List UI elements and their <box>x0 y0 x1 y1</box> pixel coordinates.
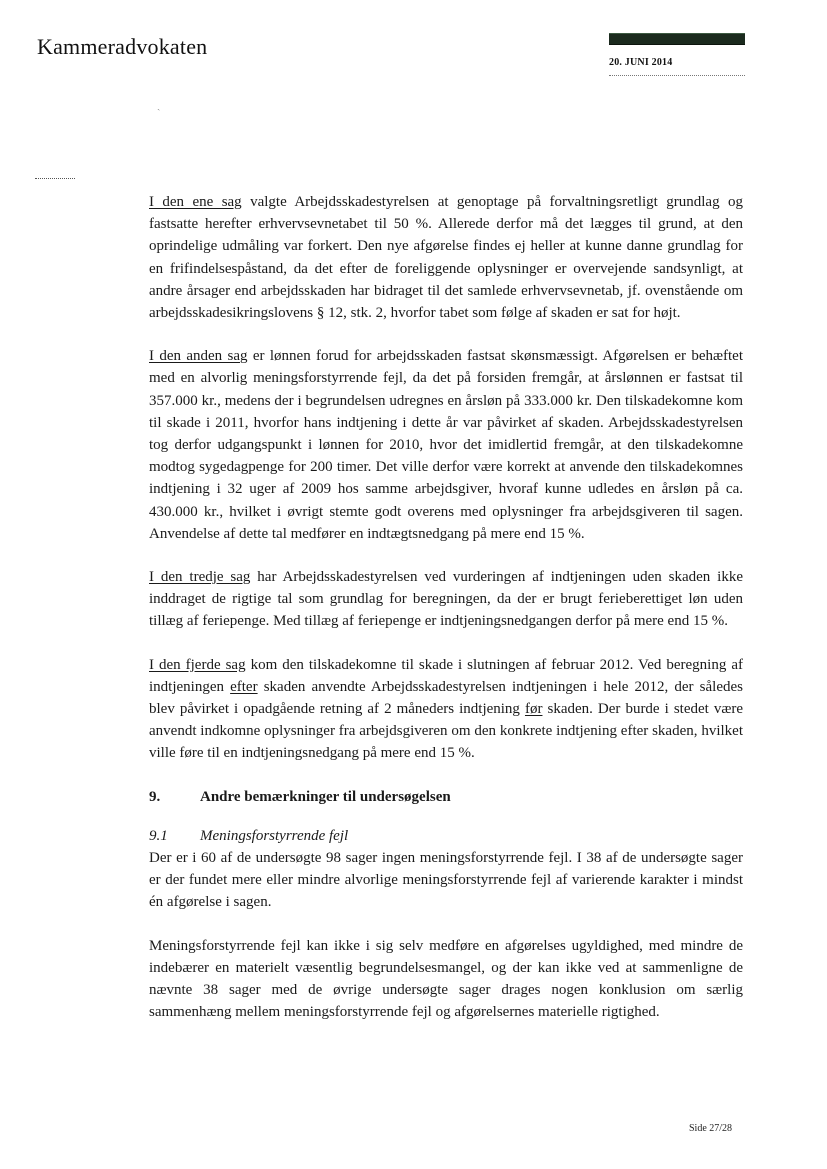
case-3-text: har Arbejdsskadestyrelsen ved vurderingen af indtjeningen uden skaden ikke inddraget de rigtige tal som grundlag for beregningen, da der er brugt ferieberettiget løn uden tillæg af feriepenge. Med tillæg af feriepenge er indtjeningsnedgangen derfor på mere end 15 %. <box>149 569 743 630</box>
case-4-text-c: skaden. Der burde i stedet være anvendt indkomne oplysninger fra arbejdsgiveren om den konkrete indtjening efter skaden, hvilket ville føre til en indtjeningsnedgang på mere end 15 %. <box>149 701 743 762</box>
paragraph-case-2 <box>149 345 743 545</box>
case-2-text: er lønnen forud for arbejdsskaden fastsat skønsmæssigt. Afgørelsen er behæftet med en alvorlig meningsforstyrrende fejl, da det på forsiden fremgår, at årslønnen er fastsat til 357.000 kr., medens der i begrundelsen udregnes en årsløn på 333.000 kr. Den tilskadekomne kom til skade i 2011, hvorfor hans indtjening i dette år var påvirket af skaden. Arbejdsskadestyrelsen tog derfor udgangspunkt i lønnen for 2010, hvor det imidlertid fremgår, at den tilskadekomne modtog sygedagpenge for 200 timer. Det ville derfor være korrekt at anvende den tilskadekomnes indtjening i 32 uger af 2009 hos samme arbejdsgiver, hvoraf kunne udledes en årsløn på ca. 430.000 kr., hvilket i øvrigt stemte godt overens med oplysninger fra arbejdsgiveren til sagen. Anvendelse af dette tal medfører en indtægtsnedgang på mere end 15 %. <box>149 348 743 542</box>
subsection-9-1-title: Meningsforstyrrende fejl <box>200 827 349 844</box>
case-2-heading: I den anden sag <box>149 348 248 365</box>
subsection-9-1-heading <box>149 825 743 847</box>
date-block <box>609 33 745 76</box>
case-3-heading: I den tredje sag <box>149 569 251 586</box>
case-1-heading: I den ene sag <box>149 194 242 210</box>
paragraph-9-1-b: Meningsforstyrrende fejl kan ikke i sig selv medføre en afgørelses ugyldighed, med mindre de indebærer en materielt væsentlig begrundelsesmangel, og der kan ikke ved at sammenligne de nævnte 38 sager med de øvrige undersøgte sager drages nogen konklusion om særlig sammenhæng mellem meningsforstyrrende fejl og afgørelsernes materielle rigtighed. <box>149 937 743 1021</box>
document-body <box>149 191 743 1045</box>
paragraph-case-3 <box>149 566 743 633</box>
margin-dotted-rule <box>35 178 75 179</box>
document-date: 20. JUNI 2014 <box>609 57 745 76</box>
case-1-text: valgte Arbejdsskadestyrelsen at genoptage på forvaltningsretligt grundlag og fastsatte herefter erhvervsevnetabet til 50 %. Allerede derfor må det lægges til grund, at den oprindelige udmåling var forkert. Den nye afgørelse findes ej heller at kunne danne grundlag for en frifindelsespåstand, da det efter de foreliggende oplysninger er overvejende sandsynligt, at andre årsager end arbejdsskaden har bidraget til det samlede erhvervsevnetab, jf. ovenstående om arbejdsskadesikringslovens § 12, stk. 2, hvorfor tabet som følge af skaden er sat for højt. <box>149 194 743 322</box>
brand-title: Kammeradvokaten <box>37 34 208 59</box>
case-4-underlined-foer: før <box>524 701 543 718</box>
date-bar <box>609 33 745 45</box>
section-9-number: 9. <box>149 788 161 805</box>
case-4-text-a: kom den tilskadekomne til skade i slutningen af februar 2012. Ved beregning af indtjeningen <box>149 656 743 695</box>
paragraph-case-4 <box>149 654 743 765</box>
scan-speck: ˏ <box>157 100 161 111</box>
section-9-heading <box>149 786 743 808</box>
subsection-9-1-number: 9.1 <box>149 827 168 844</box>
page-number: Side 27/28 <box>689 1123 733 1134</box>
paragraph-9-1-a: Der er i 60 af de undersøgte 98 sager ingen meningsforstyrrende fejl. I 38 af de undersøgte sager er der fundet mere eller mindre alvorlige meningsforstyrrende fejl af varierende karakter i mindst én afgørelse i sagen. <box>149 850 743 911</box>
case-4-underlined-efter: efter <box>230 678 258 695</box>
section-9-title: Andre bemærkninger til undersøgelsen <box>200 788 451 805</box>
paragraph-case-1 <box>149 191 743 324</box>
case-4-text-b: skaden anvendte Arbejdsskadestyrelsen indtjeningen i hele 2012, der således blev påvirket i opadgående retning af 2 måneders indtjening <box>149 678 743 718</box>
case-4-heading: I den fjerde sag <box>149 656 246 673</box>
